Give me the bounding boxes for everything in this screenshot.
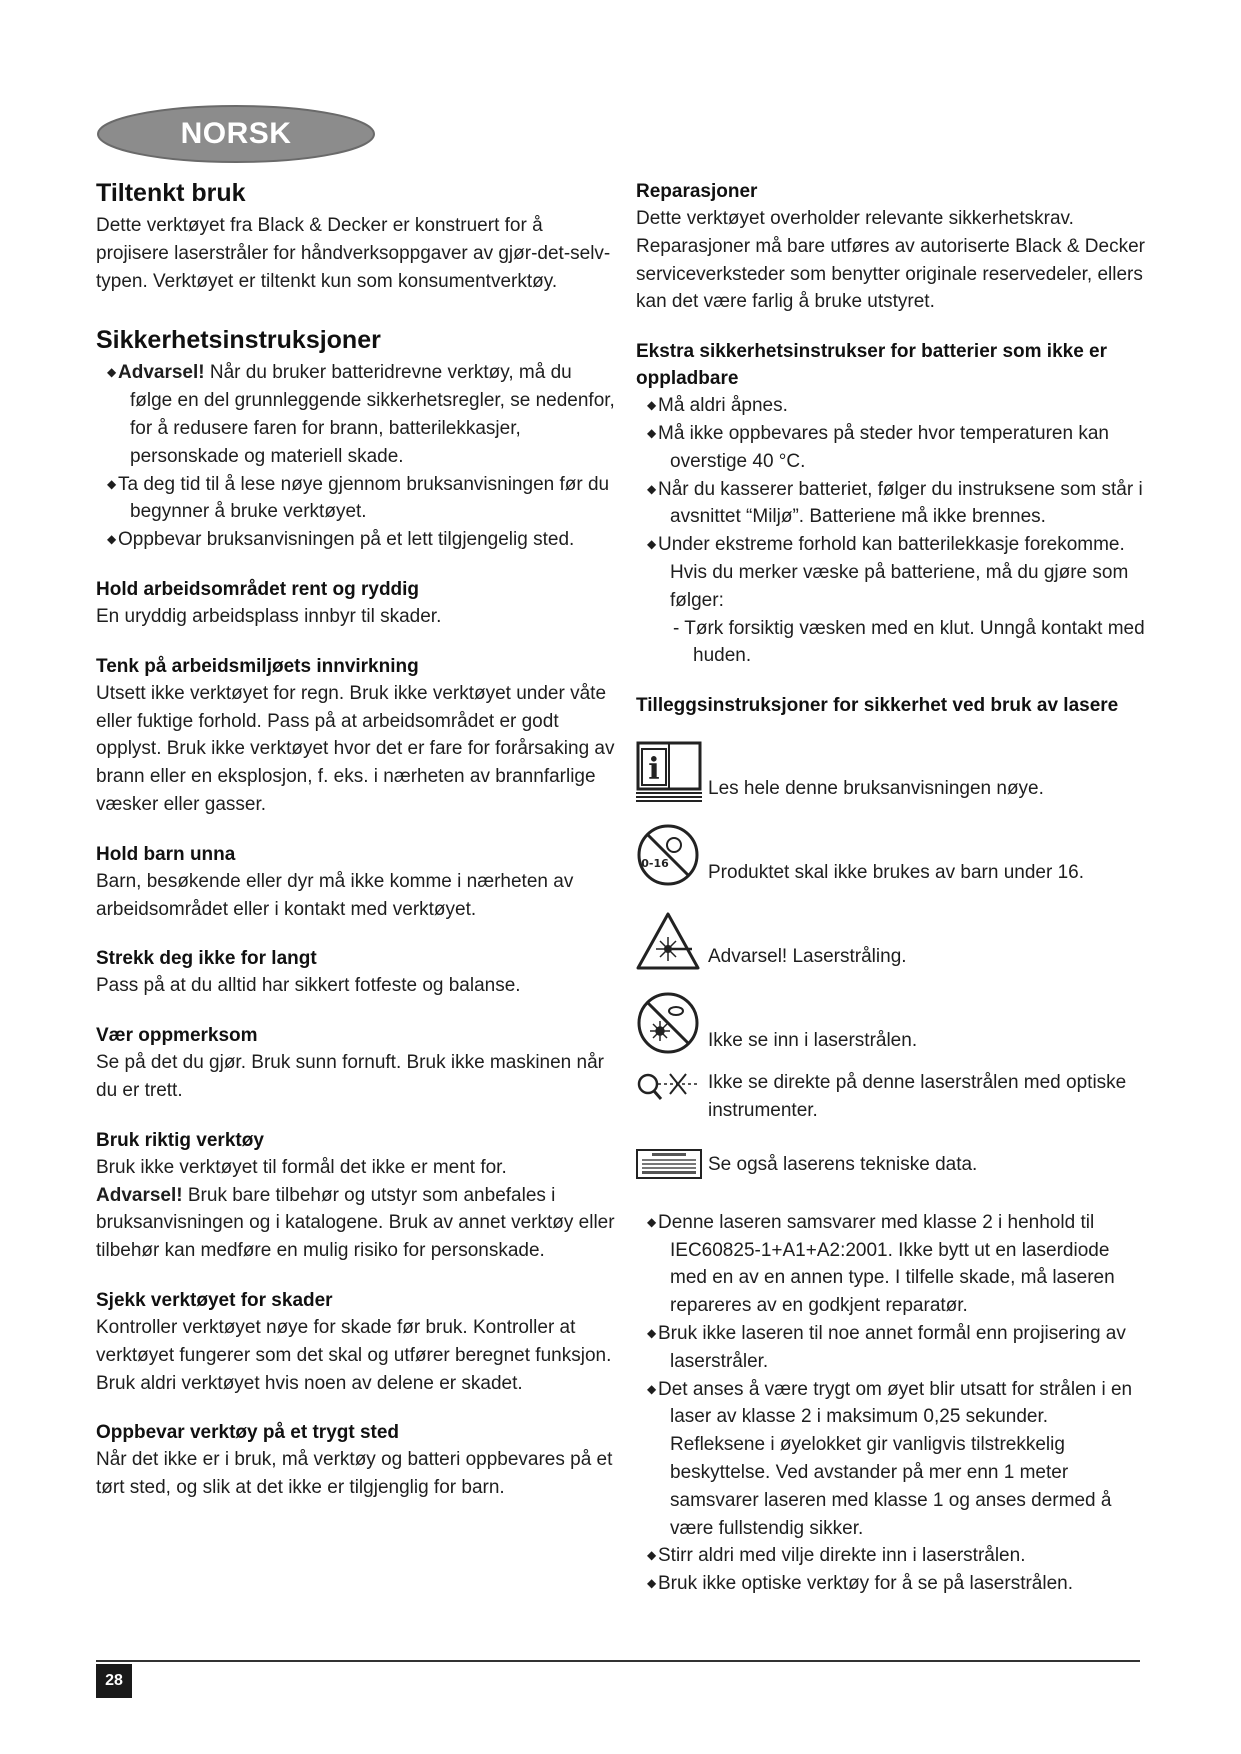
list-item: [636, 420, 1146, 476]
heading-do-not-overreach: Strekk deg ikke for langt: [96, 948, 317, 970]
bullet-icon: ◆: [647, 398, 657, 413]
symbol-row: [636, 991, 1146, 1055]
page-number: 28: [96, 1664, 132, 1698]
heading-battery-safety: Ekstra sikkerhetsinstrukser for batterier som ikke er oppladbare: [636, 341, 1108, 390]
list-item: [636, 1320, 1146, 1376]
bullet-icon: ◆: [647, 481, 657, 496]
text-repairs: Dette verktøyet overholder relevante sikkerhetskrav. Reparasjoner må bare utføres av autoriserte Black & Decker serviceverksteder som benytter originale reservedeler, ellers kan det være farlig å bruke utstyret.: [636, 208, 1145, 313]
heading-repairs: Reparasjoner: [636, 181, 758, 202]
list-item-text: Bruk ikke laseren til noe annet formål enn projisering av laserstråler.: [658, 1322, 1126, 1372]
symbol-text: Advarsel! Laserstråling.: [708, 946, 907, 968]
symbol-text: Se også laserens tekniske data.: [708, 1153, 978, 1175]
bullet-icon: ◆: [647, 425, 657, 440]
warning-label: Advarsel!: [96, 1184, 183, 1206]
list-item: [636, 392, 1146, 420]
warning-text: Bruk bare tilbehør og utstyr som anbefales i bruksanvisningen og i katalogene. Bruk av annet verktøy eller tilbehør kan medføre en mulig risiko for personskade.: [96, 1184, 615, 1262]
text-accessory-warning: [96, 1182, 616, 1265]
laser-warning-icon: [636, 911, 700, 971]
list-item: [636, 1542, 1146, 1570]
bullet-icon: ◆: [647, 1325, 657, 1340]
heading-check-damage: Sjekk verktøyet for skader: [96, 1289, 333, 1311]
list-item: [636, 531, 1146, 614]
text-check-damage: Kontroller verktøyet nøye for skade før bruk. Kontroller at verktøyet fungerer som det skal og utfører beregnet funksjon. Bruk aldri verktøyet hvis noen av delene er skadet.: [96, 1316, 612, 1394]
heading-stay-alert: Vær oppmerksom: [96, 1025, 258, 1047]
list-item: [636, 1570, 1146, 1598]
no-optical-instrument-icon: [636, 1071, 702, 1103]
svg-text:i: i: [648, 752, 660, 788]
do-not-stare-icon: [636, 991, 700, 1055]
text-clean-work-area: En uryddig arbeidsplass innbyr til skader.: [96, 605, 442, 627]
list-item-text: Når du kasserer batteriet, følger du instruksene som står i avsnittet “Miljø”. Batteriene må ikke brennes.: [658, 478, 1143, 528]
text-keep-children-away: Barn, besøkende eller dyr må ikke komme i nærheten av arbeidsområdet eller i kontakt med verktøyet.: [96, 870, 574, 920]
list-item: [96, 359, 616, 470]
battery-list: [636, 392, 1146, 670]
footer-divider: [96, 1660, 1140, 1662]
text-right-tool: Bruk ikke verktøyet til formål det ikke er ment for.: [96, 1156, 507, 1178]
symbol-text: Ikke se inn i laserstrålen.: [708, 1030, 918, 1052]
bullet-icon: ◆: [647, 1381, 657, 1396]
safety-list: [96, 359, 616, 554]
symbol-row: [636, 1069, 1146, 1125]
text-do-not-overreach: Pass på at du alltid har sikkert fotfeste og balanse.: [96, 975, 521, 997]
list-item: [96, 471, 616, 527]
heading-right-tool: Bruk riktig verktøy: [96, 1129, 264, 1151]
list-item-text: Må aldri åpnes.: [658, 395, 788, 417]
text-work-environment: Utsett ikke verktøyet for regn. Bruk ikke verktøyet under våte eller fuktige forhold. Pass på at arbeidsområdet er godt opplyst. Bruk ikke verktøyet hvor det er fare for forårsaking av brann eller en eksplosjon, f. eks. i nærheten av brannfarlige væsker eller gasser.: [96, 682, 615, 815]
bullet-icon: ◆: [647, 1576, 657, 1591]
text-intended-use: Dette verktøyet fra Black & Decker er konstruert for å projisere laserstråler for håndverksoppgaver av gjør-det-selv-typen. Verktøyet er tiltenkt kun som konsumentverktøy.: [96, 215, 611, 292]
right-column: [636, 178, 1146, 1598]
list-item: [636, 1376, 1146, 1543]
laser-label-icon: [636, 1149, 702, 1179]
laser-list: [636, 1209, 1146, 1598]
list-item-text: Stirr aldri med vilje direkte inn i laserstrålen.: [658, 1545, 1026, 1567]
list-item-text: Ta deg tid til å lese nøye gjennom bruksanvisningen før du begynner å bruke verktøyet.: [118, 473, 610, 523]
symbol-text: Les hele denne bruksanvisningen nøye.: [708, 778, 1044, 800]
list-item-text: Oppbevar bruksanvisningen på et lett tilgjengelig sted.: [118, 529, 575, 551]
heading-keep-children-away: Hold barn unna: [96, 843, 236, 865]
bullet-icon: ◆: [647, 1548, 657, 1563]
language-tab-label: NORSK: [180, 117, 292, 150]
left-column: [96, 178, 616, 1502]
list-item: [636, 476, 1146, 532]
text-store-safely: Når det ikke er i bruk, må verktøy og batteri oppbevares på et tørt sted, og slik at det ikke er tilgjenglig for barn.: [96, 1449, 613, 1499]
list-subitem: - Tørk forsiktig væsken med en klut. Unngå kontakt med huden.: [673, 617, 1145, 667]
symbol-row: [636, 907, 1146, 971]
heading-work-environment: Tenk på arbeidsmiljøets innvirkning: [96, 655, 419, 677]
symbol-text: Ikke se direkte på denne laserstrålen med optiske instrumenter.: [708, 1072, 1127, 1121]
list-item-text: Når du bruker batteridrevne verktøy, må du følge en del grunnleggende sikkerhetsregler, se nedenfor, for å redusere faren for brann, batterilekkasjer, personskade og materiell skade.: [130, 362, 615, 467]
list-item-text: Denne laseren samsvarer med klasse 2 i henhold til IEC60825-1+A1+A2:2001. Ikke bytt ut en laserdiode med en av en annen type. I tilfelle skade, må laseren repareres av en godkjent reparatør.: [658, 1211, 1115, 1317]
symbol-row: [636, 731, 1146, 803]
bullet-icon: ◆: [647, 537, 657, 552]
bullet-icon: ◆: [107, 476, 117, 491]
bullet-icon: ◆: [107, 532, 117, 547]
list-item-text: Det anses å være trygt om øyet blir utsatt for strålen i en laser av klasse 2 i maksimum 0,25 sekunder. Refleksene i øyelokket gir vanligvis tilstrekkelig beskyttelse. Ved avstander på mer enn 1 meter samsvarer laseren med klasse 1 og anses dermed å være fullstendig sikker.: [658, 1378, 1133, 1539]
heading-safety-instructions: Sikkerhetsinstruksjoner: [96, 326, 381, 355]
heading-clean-work-area: Hold arbeidsområdet rent og ryddig: [96, 578, 420, 600]
list-item-text: Bruk ikke optiske verktøy for å se på laserstrålen.: [658, 1573, 1073, 1595]
text-stay-alert: Se på det du gjør. Bruk sunn fornuft. Bruk ikke maskinen når du er trett.: [96, 1052, 604, 1101]
bullet-icon: ◆: [107, 365, 117, 380]
symbol-row: [636, 1139, 1146, 1179]
read-manual-icon: [636, 741, 702, 803]
symbol-text: Produktet skal ikke brukes av barn under 16.: [708, 862, 1084, 884]
bullet-icon: ◆: [647, 1214, 657, 1229]
symbol-row: [636, 823, 1146, 887]
warning-label: Advarsel!: [118, 362, 205, 384]
list-item: [636, 1209, 1146, 1320]
heading-intended-use: Tiltenkt bruk: [96, 179, 246, 207]
list-item-text: Under ekstreme forhold kan batterilekkasje forekomme. Hvis du merker væske på batteriene, må du gjøre som følger:: [658, 534, 1129, 611]
heading-store-safely: Oppbevar verktøy på et trygt sted: [96, 1422, 400, 1444]
list-item: [96, 526, 616, 554]
list-item-text: Må ikke oppbevares på steder hvor temperaturen kan overstige 40 °C.: [658, 422, 1109, 472]
heading-laser-safety: Tilleggsinstruksjoner for sikkerhet ved bruk av lasere: [636, 695, 1119, 717]
language-tab: [96, 104, 376, 164]
no-children-icon: [636, 823, 700, 887]
age-label: 0-16: [641, 857, 669, 871]
